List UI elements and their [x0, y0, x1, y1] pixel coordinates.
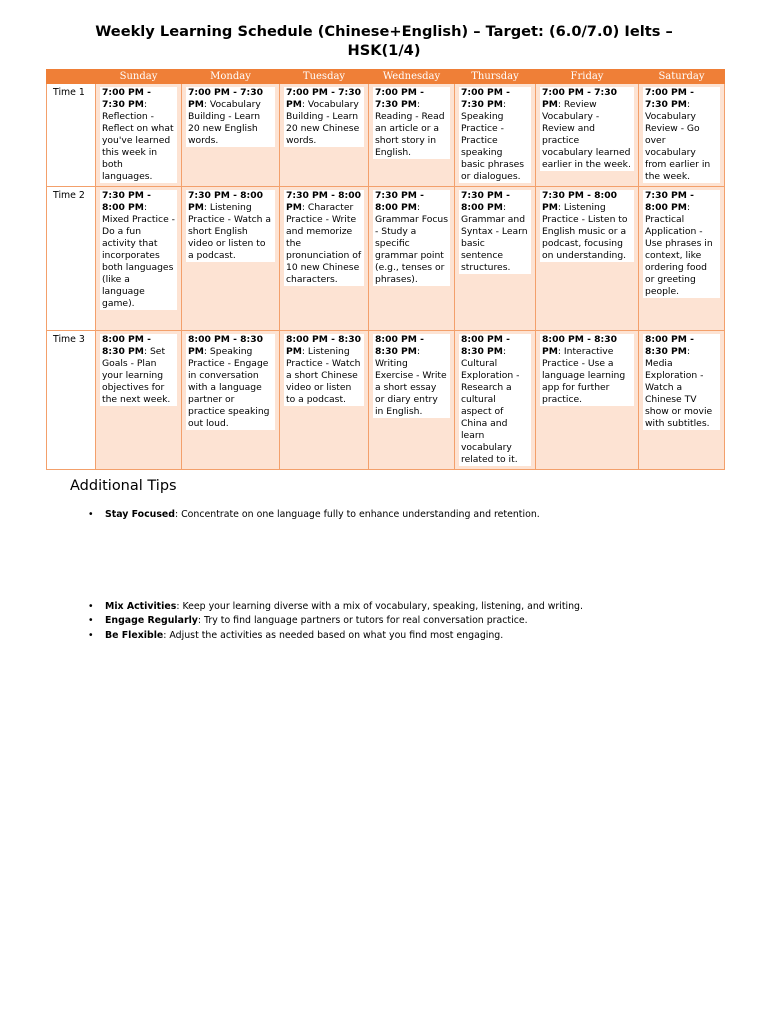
cell-activity: : Reading - Read an article or a short story in English.: [375, 99, 445, 158]
cell-time: 7:00 PM - 7:30 PM: [461, 87, 510, 110]
tip-label: Be Flexible: [105, 630, 164, 641]
cell-activity: : Writing Exercise - Write a short essay or diary entry in English.: [375, 346, 447, 417]
cell-time: 7:00 PM - 7:30 PM: [188, 87, 263, 110]
tip-label: Engage Regularly: [105, 615, 198, 626]
day-header: Monday: [182, 70, 280, 84]
time-slot-label: Time 1: [47, 84, 96, 187]
cell-time: 7:30 PM - 8:00 PM: [542, 190, 617, 213]
time-slot-label: Time 2: [47, 187, 96, 331]
title-line-1: Weekly Learning Schedule (Chinese+English) – Target: (6.0/7.0) Ielts –: [95, 23, 673, 40]
cell-activity: : Speaking Practice - Practice speaking basic phrases or dialogues.: [461, 99, 525, 182]
table-row: [47, 187, 725, 331]
cell-time: 7:30 PM - 8:00 PM: [102, 190, 151, 213]
document-title: [60, 22, 708, 60]
schedule-cell: [639, 331, 725, 470]
cell-time: 7:00 PM - 7:30 PM: [645, 87, 694, 110]
schedule-table: [46, 69, 725, 470]
bullet: •: [88, 615, 94, 626]
tip-item: [88, 615, 528, 627]
day-header: Saturday: [639, 70, 725, 84]
schedule-cell: [182, 84, 280, 187]
bullet: •: [88, 601, 94, 612]
cell-time: 8:00 PM - 8:30 PM: [286, 334, 361, 357]
tip-item: [88, 601, 583, 613]
schedule-cell: [536, 84, 639, 187]
schedule-cell: [639, 187, 725, 331]
cell-time: 7:30 PM - 8:00 PM: [286, 190, 361, 213]
cell-time: 7:30 PM - 8:00 PM: [188, 190, 263, 213]
cell-activity: : Listening Practice - Watch a short Chinese video or listen to a podcast.: [286, 346, 361, 405]
tips-heading: Additional Tips: [70, 478, 177, 494]
schedule-cell: [369, 84, 455, 187]
bullet: •: [88, 630, 94, 641]
cell-activity: : Interactive Practice - Use a language learning app for further practice.: [542, 346, 626, 405]
schedule-cell: [280, 84, 369, 187]
schedule-cell: [369, 187, 455, 331]
tip-label: Mix Activities: [105, 601, 177, 612]
table-row: [47, 84, 725, 187]
schedule-cell: [280, 187, 369, 331]
tip-item: [88, 630, 503, 642]
schedule-cell: [369, 331, 455, 470]
schedule-cell: [182, 331, 280, 470]
schedule-cell: [96, 331, 182, 470]
tip-text: : Adjust the activities as needed based on what you find most engaging.: [163, 630, 504, 641]
table-row: [47, 331, 725, 470]
cell-activity: : Listening Practice - Listen to English music or a podcast, focusing on understanding.: [542, 202, 628, 261]
cell-activity: : Vocabulary Building - Learn 20 new Chinese words.: [286, 99, 360, 146]
cell-time: 7:00 PM - 7:30 PM: [375, 87, 424, 110]
cell-time: 7:30 PM - 8:00 PM: [645, 190, 694, 213]
cell-activity: : Set Goals - Plan your learning objectives for the next week.: [102, 346, 171, 405]
cell-activity: : Reflection - Reflect on what you've learned this week in both languages.: [102, 99, 174, 182]
corner-header-cell: [47, 70, 96, 84]
cell-time: 7:30 PM - 8:00 PM: [375, 190, 424, 213]
tip-text: : Concentrate on one language fully to enhance understanding and retention.: [175, 509, 540, 520]
cell-activity: : Media Exploration - Watch a Chinese TV show or movie with subtitles.: [645, 346, 713, 429]
schedule-cell: [536, 331, 639, 470]
cell-time: 7:30 PM - 8:00 PM: [461, 190, 510, 213]
table-header-row: [47, 70, 725, 84]
schedule-cell: [455, 331, 536, 470]
day-header: Thursday: [455, 70, 536, 84]
schedule-cell: [182, 187, 280, 331]
cell-time: 7:00 PM - 7:30 PM: [286, 87, 361, 110]
schedule-cell: [639, 84, 725, 187]
cell-time: 8:00 PM - 8:30 PM: [102, 334, 151, 357]
title-line-2: HSK(1/4): [347, 42, 421, 59]
cell-activity: : Vocabulary Review - Go over vocabulary from earlier in the week.: [645, 99, 711, 182]
cell-time: 8:00 PM - 8:30 PM: [188, 334, 263, 357]
schedule-cell: [96, 187, 182, 331]
day-header: Sunday: [96, 70, 182, 84]
cell-activity: : Listening Practice - Watch a short English video or listen to a podcast.: [188, 202, 272, 261]
schedule-cell: [455, 187, 536, 331]
cell-activity: : Mixed Practice - Do a fun activity that incorporates both languages (like a language game).: [102, 202, 175, 309]
schedule-cell: [96, 84, 182, 187]
cell-time: 7:00 PM - 7:30 PM: [542, 87, 617, 110]
cell-activity: : Review Vocabulary - Review and practice vocabulary learned earlier in the week.: [542, 99, 631, 170]
cell-time: 8:00 PM - 8:30 PM: [461, 334, 510, 357]
day-header: Wednesday: [369, 70, 455, 84]
cell-activity: : Grammar and Syntax - Learn basic sentence structures.: [461, 202, 528, 273]
schedule-cell: [280, 331, 369, 470]
cell-time: 8:00 PM - 8:30 PM: [375, 334, 424, 357]
tip-item: [88, 509, 540, 521]
schedule-cell: [536, 187, 639, 331]
cell-time: 7:00 PM - 7:30 PM: [102, 87, 151, 110]
day-header: Friday: [536, 70, 639, 84]
tip-text: : Try to find language partners or tutors for real conversation practice.: [197, 615, 528, 626]
bullet: •: [88, 509, 94, 520]
cell-activity: : Vocabulary Building - Learn 20 new English words.: [188, 99, 261, 146]
day-header: Tuesday: [280, 70, 369, 84]
schedule-cell: [455, 84, 536, 187]
tip-label: Stay Focused: [105, 509, 175, 520]
cell-activity: : Grammar Focus - Study a specific grammar point (e.g., tenses or phrases).: [375, 202, 448, 285]
tip-text: : Keep your learning diverse with a mix of vocabulary, speaking, listening, and writing.: [176, 601, 583, 612]
cell-activity: : Character Practice - Write and memorize the pronunciation of 10 new Chinese characters.: [286, 202, 362, 285]
cell-time: 8:00 PM - 8:30 PM: [542, 334, 617, 357]
cell-activity: : Cultural Exploration - Research a cultural aspect of China and learn vocabulary related to it.: [461, 346, 520, 465]
cell-activity: : Speaking Practice - Engage in conversation with a language partner or practice speaking out loud.: [188, 346, 270, 429]
cell-time: 8:00 PM - 8:30 PM: [645, 334, 694, 357]
cell-activity: : Practical Application - Use phrases in context, like ordering food or greeting people.: [645, 202, 713, 297]
time-slot-label: Time 3: [47, 331, 96, 470]
